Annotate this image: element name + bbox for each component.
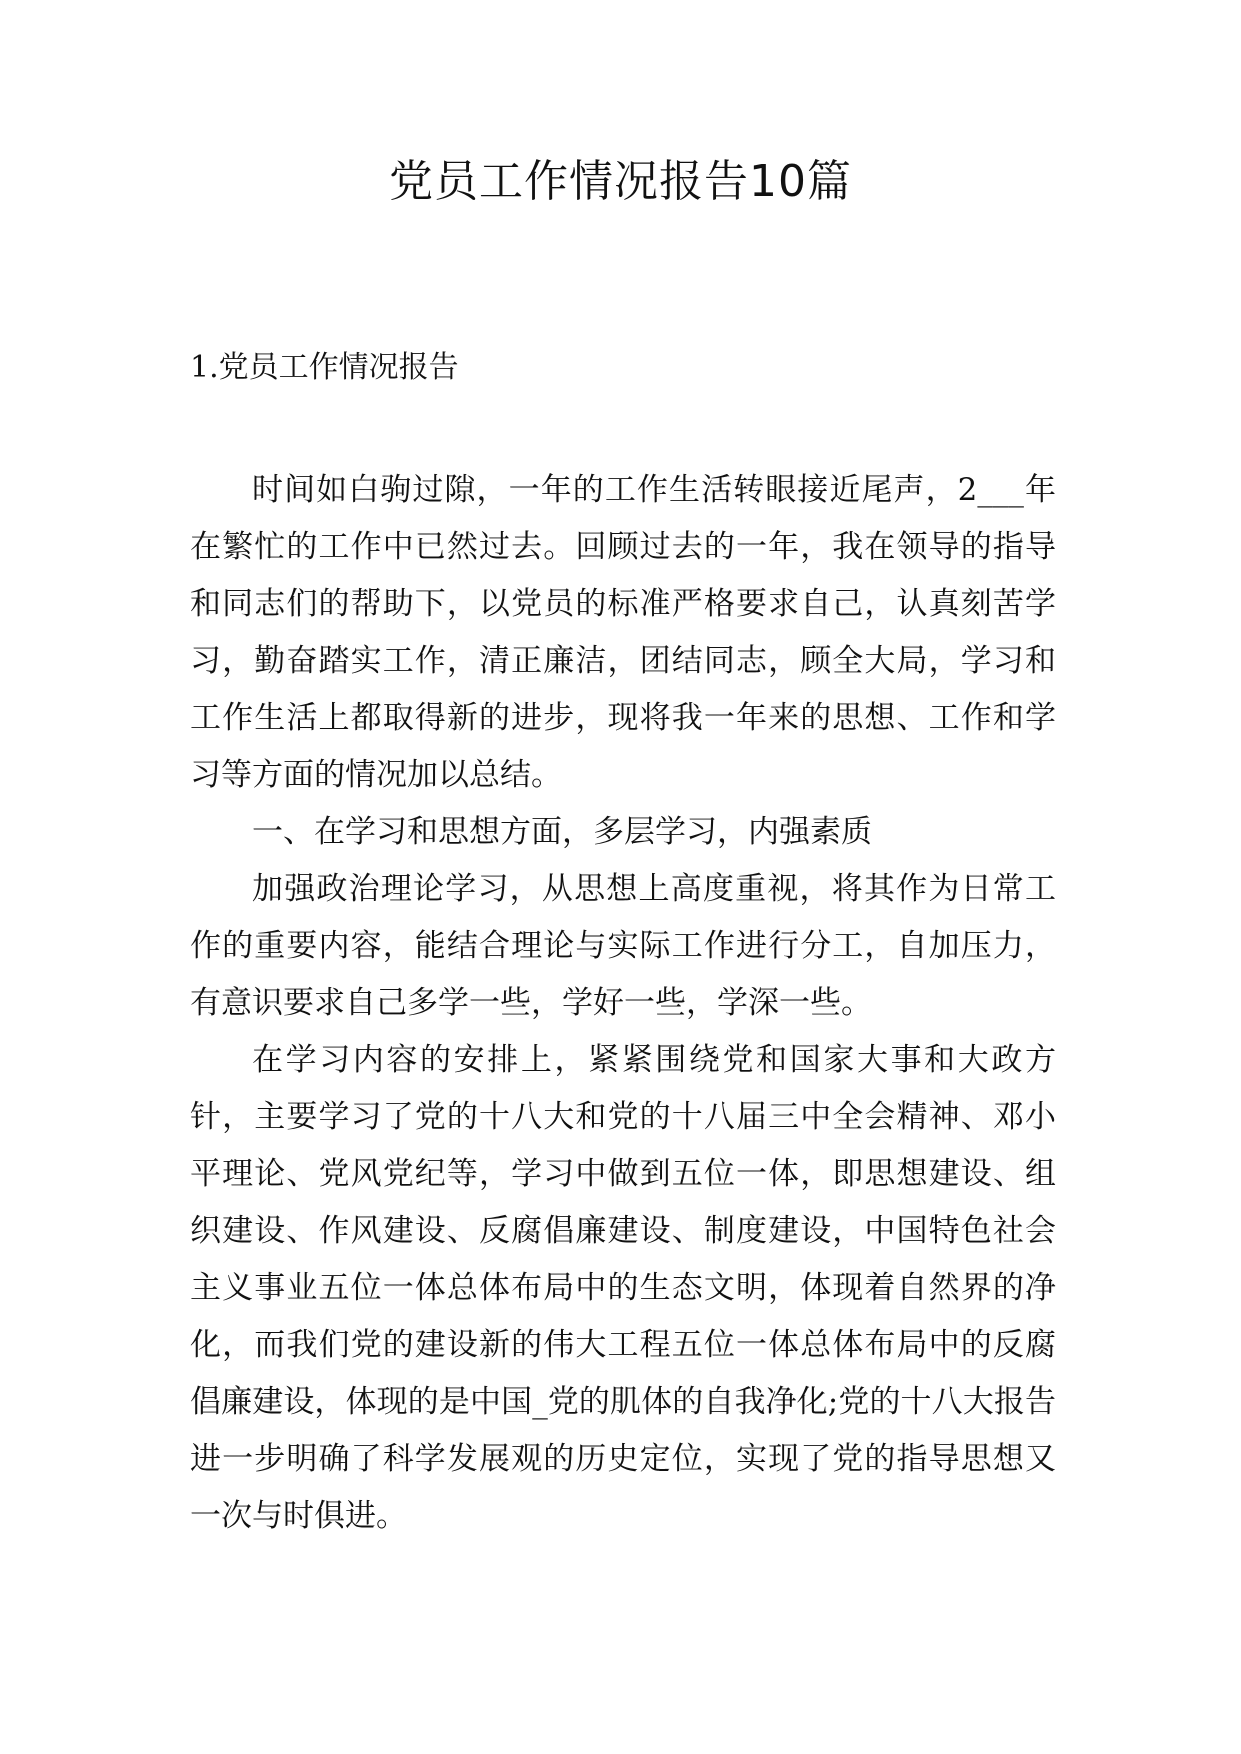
paragraph-theory-study: 加强政治理论学习，从思想上高度重视，将其作为日常工作的重要内容，能结合理论与实际工作进行分工，自加压力，有意识要求自己多学一些，学好一些，学深一些。 xyxy=(190,871,1056,1021)
document-body xyxy=(190,462,1056,1545)
document-title: 党员工作情况报告10篇 xyxy=(389,156,852,207)
paragraph-study-content: 在学习内容的安排上，紧紧围绕党和国家大事和大政方针，主要学习了党的十八大和党的十八届三中全会精神、邓小平理论、党风党纪等，学习中做到五位一体，即思想建设、组织建设、作风建设、反腐倡廉建设、制度建设，中国特色社会主义事业五位一体总体布局中的生态文明，体现着自然界的净化，而我们党的建设新的伟大工程五位一体总体布局中的反腐倡廉建设，体现的是中国_党的肌体的自我净化;党的十八大报告进一步明确了科学发展观的历史定位，实现了党的指导思想又一次与时俱进。 xyxy=(190,1042,1056,1534)
paragraph-subheading: 一、在学习和思想方面，多层学习，内强素质 xyxy=(252,814,872,850)
section-heading: 1.党员工作情况报告 xyxy=(190,350,459,385)
paragraph-intro: 时间如白驹过隙，一年的工作生活转眼接近尾声，2___年在繁忙的工作中已然过去。回顾过去的一年，我在领导的指导和同志们的帮助下，以党员的标准严格要求自己，认真刻苦学习，勤奋踏实工作，清正廉洁，团结同志，顾全大局，学习和工作生活上都取得新的进步，现将我一年来的思想、工作和学习等方面的情况加以总结。 xyxy=(190,472,1056,793)
